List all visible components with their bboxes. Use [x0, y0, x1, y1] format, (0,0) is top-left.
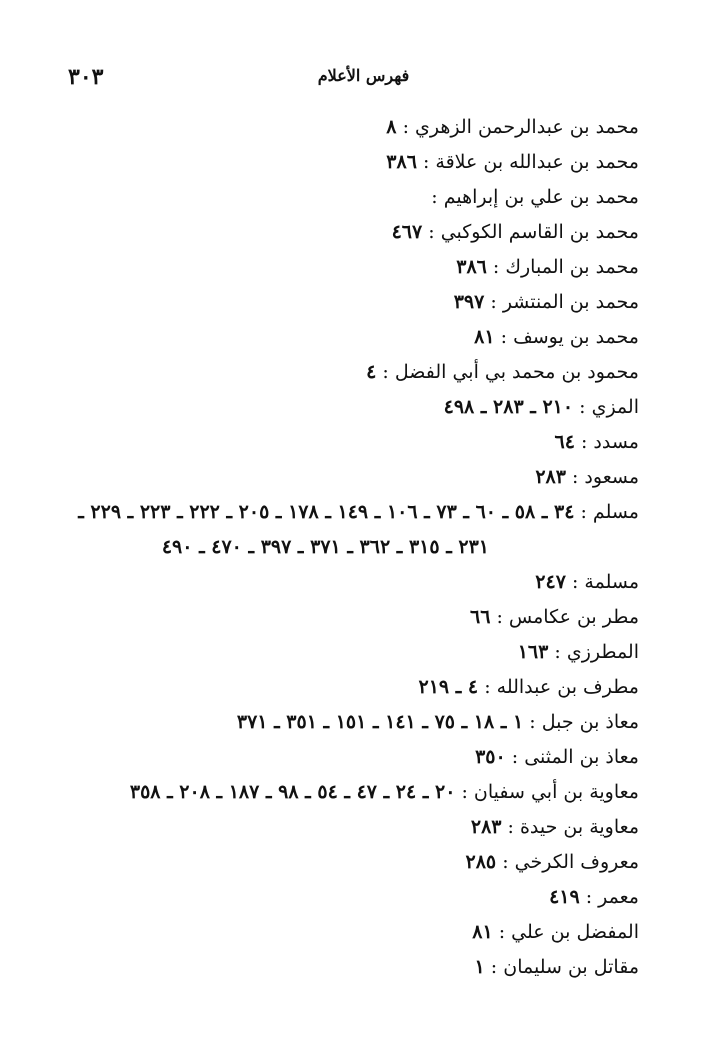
index-entry: [49, 250, 639, 285]
index-entry: [49, 180, 639, 215]
entry-pages: ٣٥٠: [475, 746, 506, 768]
index-entry: [49, 425, 639, 460]
entry-pages: ٦٦: [469, 606, 491, 628]
index-entry: [49, 390, 639, 425]
entry-name: مسلم :: [580, 501, 639, 523]
entry-name: محمد بن عبدالله بن علاقة :: [422, 151, 639, 173]
entry-name: معاوية بن حيدة :: [507, 816, 639, 838]
running-title: فهرس الأعلام: [317, 66, 410, 85]
entry-name: محمد بن علي بن إبراهيم :: [431, 186, 639, 208]
index-entry: [49, 110, 639, 145]
entry-pages: ٢١٠ ـ ٢٨٣ ـ ٤٩٨: [443, 396, 574, 418]
entry-name: محمد بن يوسف :: [500, 326, 639, 348]
index-entry: [49, 145, 639, 180]
entry-pages: ٣٤ ـ ٥٨ ـ ٦٠ ـ ٧٣ ـ ١٠٦ ـ ١٤٩ ـ ١٧٨ ـ ٢٠٥ ـ ٢٢٢ ـ ٢٢٣ ـ ٢٢٩ ـ: [78, 501, 575, 523]
entry-pages: ٢٨٣: [535, 466, 566, 488]
entry-name: معروف الكرخي :: [502, 851, 639, 873]
index-entry: [49, 775, 639, 810]
entry-pages: ١٦٣: [517, 641, 549, 663]
entry-pages: ٨: [386, 116, 397, 138]
entry-name: معاذ بن المثنى :: [511, 746, 639, 768]
entry-name: محمود بن محمد بي أبي الفضل :: [382, 361, 639, 383]
entry-pages: ٦٤: [554, 431, 575, 453]
index-entry: [49, 215, 639, 250]
index-entry: [49, 880, 639, 915]
entry-name: مطرف بن عبدالله :: [484, 676, 639, 698]
entry-name: محمد بن المنتشر :: [490, 291, 639, 313]
entry-pages: ٤١٩: [549, 886, 580, 908]
entry-pages: ٨١: [474, 326, 495, 348]
index-entry: [49, 495, 639, 530]
page-header: [60, 60, 667, 96]
entry-name: المفضل بن علي :: [498, 921, 639, 943]
entry-name: معمر :: [585, 886, 639, 908]
index-entry: [49, 670, 639, 705]
entry-name: مطر بن عكامس :: [496, 606, 639, 628]
entry-name: مسعود :: [571, 466, 639, 488]
entry-name: محمد بن عبدالرحمن الزهري :: [402, 116, 639, 138]
index-entry: [49, 635, 639, 670]
entry-name: المزي :: [579, 396, 639, 418]
entry-name: مقاتل بن سليمان :: [490, 956, 639, 978]
entry-name: مسدد :: [580, 431, 639, 453]
entry-name: معاذ بن جبل :: [529, 711, 639, 733]
entry-pages: ٣٨٦: [386, 151, 417, 173]
entry-pages: ٢٨٣: [470, 816, 502, 838]
index-entries: [49, 110, 639, 985]
index-entry: [49, 285, 639, 320]
index-entry: [49, 600, 639, 635]
entry-pages: ٤٦٧: [391, 221, 423, 243]
entry-pages: ١ ـ ١٨ ـ ٧٥ ـ ١٤١ ـ ١٥١ ـ ٣٥١ ـ ٣٧١: [236, 711, 524, 733]
index-entry: [49, 845, 639, 880]
entry-name: مسلمة :: [571, 571, 639, 593]
entry-name: محمد بن المبارك :: [492, 256, 639, 278]
index-entry-continuation: [49, 530, 639, 565]
entry-name: محمد بن القاسم الكوكبي :: [428, 221, 639, 243]
entry-pages: ٤ ـ ٢١٩: [418, 676, 479, 698]
entry-pages: ٢٨٥: [465, 851, 497, 873]
index-entry: [49, 565, 639, 600]
entry-name: معاوية بن أبي سفيان :: [461, 781, 639, 803]
page-number: ٣٠٣: [68, 64, 104, 90]
entry-pages: ٣٨٦: [456, 256, 487, 278]
entry-pages: ٢٤٧: [535, 571, 566, 593]
entry-pages: ٢٠ ـ ٢٤ ـ ٤٧ ـ ٥٤ ـ ٩٨ ـ ١٨٧ ـ ٢٠٨ ـ ٣٥٨: [129, 781, 456, 803]
index-entry: [49, 810, 639, 845]
index-entry: [49, 355, 639, 390]
entry-pages: ٤: [366, 361, 377, 383]
entry-pages: ٣٩٧: [453, 291, 485, 313]
index-entry: [49, 740, 639, 775]
index-entry: [49, 460, 639, 495]
entry-pages: ٨١: [472, 921, 493, 943]
entry-pages: ٢٣١ ـ ٣١٥ ـ ٣٦٢ ـ ٣٧١ ـ ٣٩٧ ـ ٤٧٠ ـ ٤٩٠: [161, 536, 489, 558]
index-entry: [49, 320, 639, 355]
index-entry: [49, 950, 639, 985]
index-entry: [49, 915, 639, 950]
entry-name: المطرزي :: [554, 641, 639, 663]
entry-pages: ١: [474, 956, 485, 978]
index-entry: [49, 705, 639, 740]
